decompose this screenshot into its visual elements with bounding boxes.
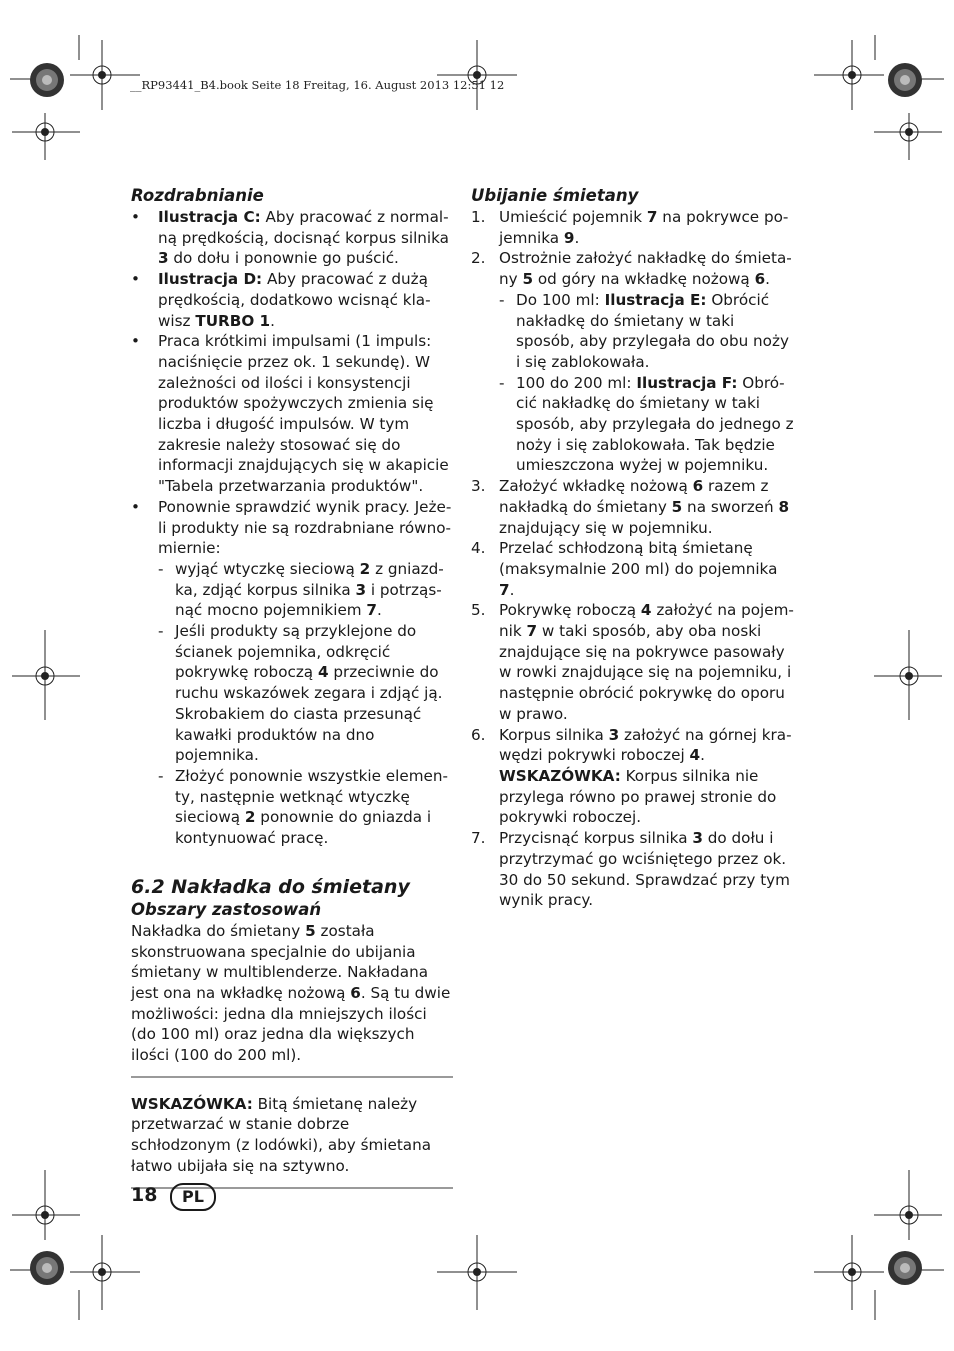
step-item: 4. Przelać schłodzoną bitą śmietanę (maksymalnie 200 ml) do pojemnika 7.: [471, 539, 778, 599]
divider: [131, 1076, 453, 1078]
language-badge: PL: [170, 1183, 216, 1211]
note-box: WSKAZÓWKA: Bitą śmietanę należy przetwarzać w stanie dobrze schłodzonym (z lodówki), aby śmietana łatwo ubijała się na sztywno.: [131, 1094, 432, 1175]
step-item: 2. Ostrożnie założyć nakładkę do śmietany 5 od góry na wkładkę nożową 6. - Do 100 ml: Ilustracja E: Obrócić nakładkę do śmietany w taki sposób, aby przylegała do obu noży i się zablokowała. - 100 do 200 ml: Ilustracja F: Obrócić nakładkę do śmietany w taki sposób, aby przylegała do jednego z noży i się zablokowała. Tak będzie umieszczona wyżej w pojemniku.: [471, 249, 794, 475]
step-item: 1. Umieścić pojemnik 7 na pokrywce pojemnika 9.: [471, 208, 789, 247]
section-title-rozdrabnianie: Rozdrabnianie: [131, 186, 264, 205]
left-column: [131, 185, 453, 1199]
subsection-title: Obszary zastosowań: [131, 899, 322, 919]
list-item: • Ilustracja C: Aby pracować z normalną prędkością, docisnąć korpus silnika 3 do dołu i ponownie go puścić.: [131, 208, 449, 268]
list-item: • Ilustracja D: Aby pracować z dużą prędkością, dodatkowo wcisnąć klawisz TURBO 1.: [131, 270, 431, 330]
sub-list-item: - Złożyć ponownie wszystkie elementy, następnie wetknąć wtyczkę sieciową 2 ponownie do gniazda i kontynuować pracę.: [158, 766, 448, 848]
section-title-ubijanie: Ubijanie śmietany: [471, 186, 639, 205]
step-item: 5. Pokrywkę roboczą 4 założyć na pojemnik 7 w taki sposób, aby oba noski znajdujące się na pokrywce pasowały w rowki znajdujące się na pojemniku, i następnie obrócić pokrywkę do oporu w prawo.: [471, 601, 794, 723]
list-item: • Praca krótkimi impulsami (1 impuls: naciśnięcie przez ok. 1 sekundę). W zależności od ilości i konsystencji produktów spożywczych zmienia się liczba i długość impulsów. W tym zakresie należy stosować się do informacji znajdujących się w akapicie "Tabela przetwarzania produktów".: [131, 332, 449, 496]
sub-list-item: - Do 100 ml: Ilustracja E: Obrócić nakładkę do śmietany w taki sposób, aby przylegała do obu noży i się zablokowała.: [499, 290, 789, 371]
step-item: 6. Korpus silnika 3 założyć na górnej krawędzi pokrywki roboczej 4. WSKAZÓWKA: Korpus silnika nie przylega równo po prawej stronie do pokrywki roboczej.: [471, 725, 792, 827]
paragraph: Nakładka do śmietany 5 została skonstruowana specjalnie do ubijania śmietany w multiblenderze. Nakładana jest ona na wkładkę nożową 6. Są tu dwie możliwości: jedna dla mniejszych ilości (do 100 ml) oraz jedna dla większych ilości (100 do 200 ml).: [131, 921, 451, 1065]
print-header: __RP93441_B4.book Seite 18 Freitag, 16. August 2013 12:51 12: [130, 78, 505, 92]
list-item: • Ponownie sprawdzić wynik pracy. Jeżeli produkty nie są rozdrabniane równomiernie:: [131, 497, 452, 558]
right-column: [471, 185, 795, 911]
step-item: 7. Przycisnąć korpus silnika 3 do dołu i przytrzymać go wciśniętego przez ok. 30 do 50 sekund. Sprawdzać przy tym wynik pracy.: [471, 829, 790, 910]
section-heading: 6.2 Nakładka do śmietany: [131, 875, 410, 898]
sub-list-item: - 100 do 200 ml: Ilustracja F: Obrócić nakładkę do śmietany w taki sposób, aby przylegała do jednego z noży i się zablokowała. Tak będzie umieszczona wyżej w pojemniku.: [499, 373, 794, 475]
sub-list-item: - wyjąć wtyczkę sieciową 2 z gniazdka, zdjąć korpus silnika 3 i potrząsnąć mocno pojemnikiem 7.: [158, 559, 444, 620]
sub-list-item: - Jeśli produkty są przyklejone do ścianek pojemnika, odkręcić pokrywkę roboczą 4 przeciwnie do ruchu wskazówek zegara i zdjąć ją. Skrobakiem do ciasta przesunąć kawałki produktów na dno pojemnika.: [158, 622, 443, 765]
page-number: 18: [131, 1184, 158, 1206]
step-item: 3. Założyć wkładkę nożową 6 razem z nakładką do śmietany 5 na sworzeń 8 znajdujący się w pojemniku.: [471, 477, 790, 537]
